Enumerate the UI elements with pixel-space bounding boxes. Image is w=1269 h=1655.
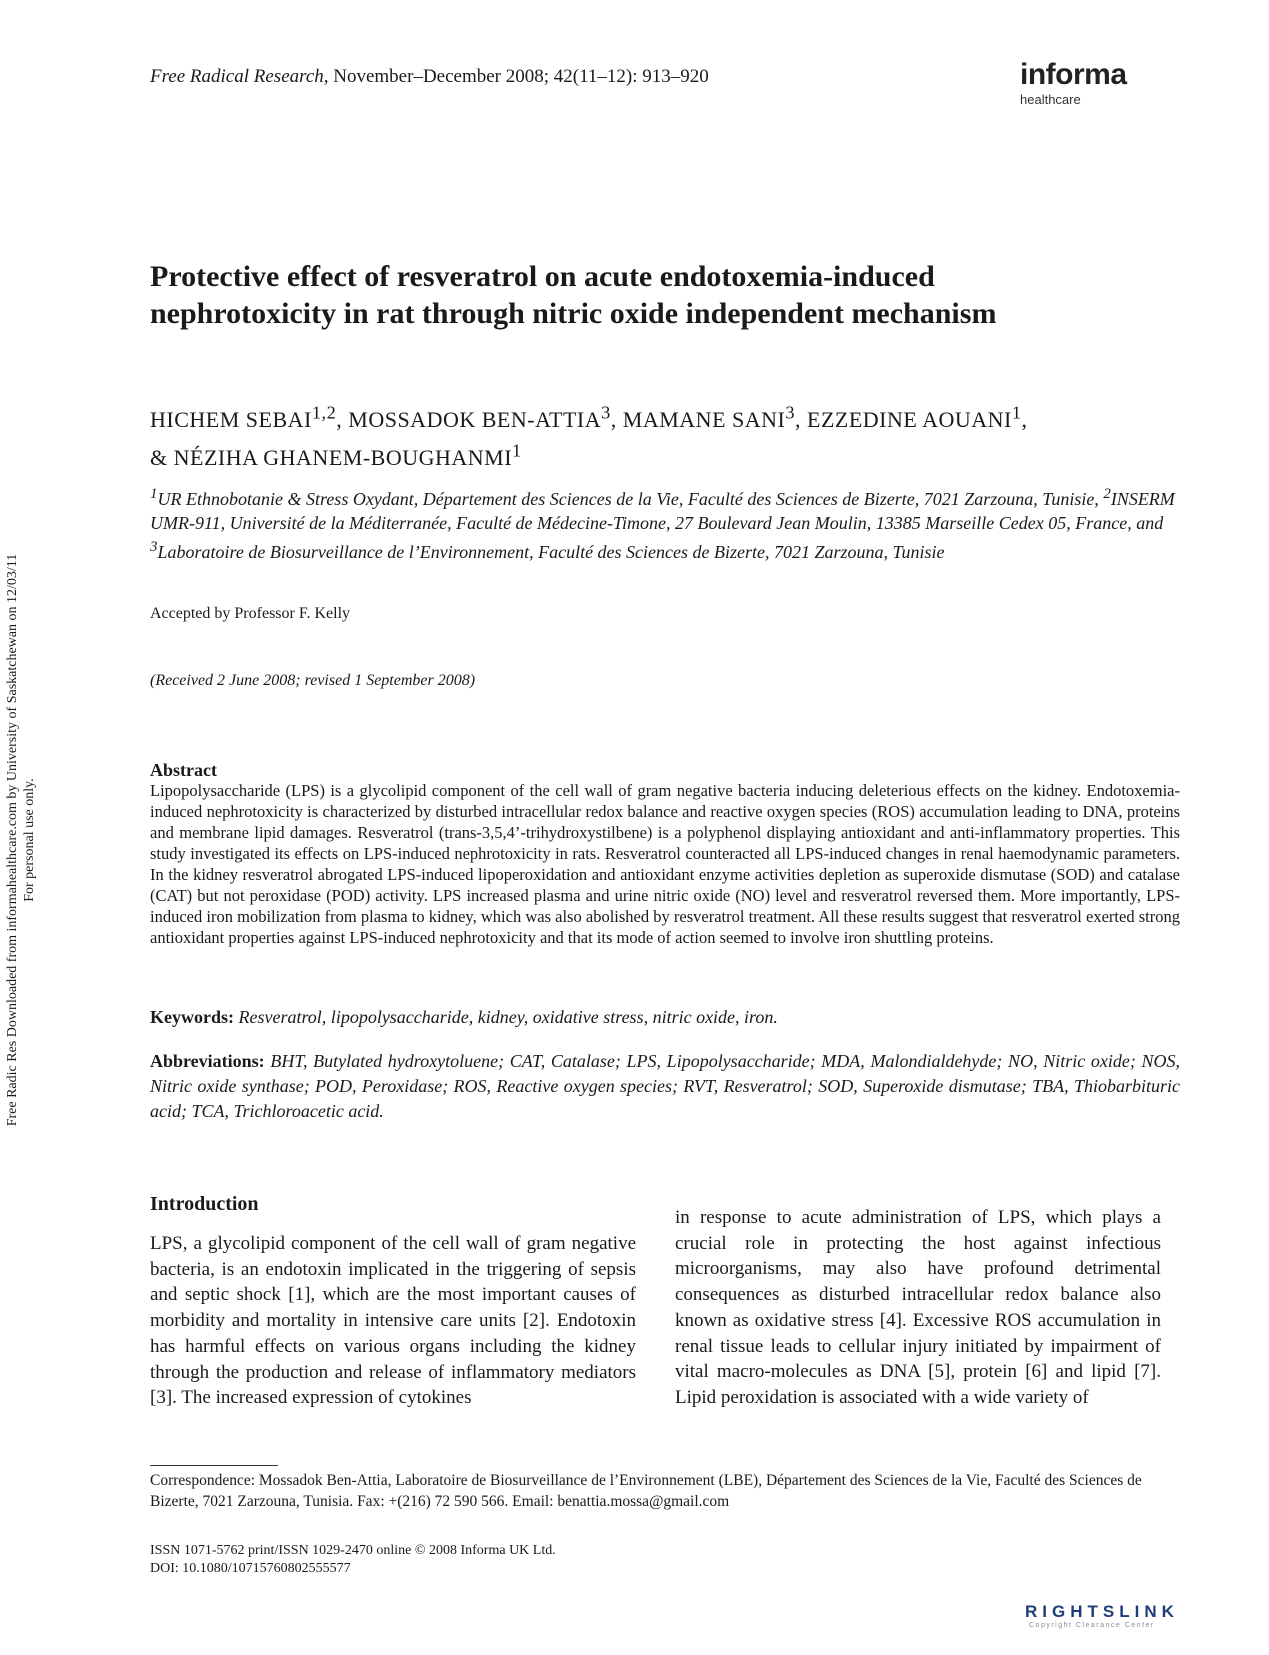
journal-citation — [150, 66, 709, 88]
publisher-logo-sub: healthcare — [1020, 92, 1081, 107]
author: & NÉZIHA GHANEM-BOUGHANMI$^1$ — [150, 440, 522, 470]
abstract-text: Lipopolysaccharide (LPS) is a glycolipid component of the cell wall of gram negative bacteria inducing deleterious effects on the kidney. Endotoxemia-induced nephrotoxicity is characterized by disturbed intracellular redox balance and reactive oxygen species (ROS) accumulation leading to DNA, proteins and membrane lipid damages. Resveratrol (trans-3,5,4’-trihydroxystilbene) is a polyphenol displaying antioxidant and anti-inflammatory properties. This study investigated its effects on LPS-induced nephrotoxicity in rats. Resveratrol counteracted all LPS-induced changes in renal haemodynamic parameters. In the kidney resveratrol abrogated LPS-induced lipoperoxidation and antioxidant enzyme activities depletion as superoxide dismutase (SOD) and catalase (CAT) but not peroxidase (POD) activity. LPS increased plasma and urine nitric oxide (NO) level and resveratrol reversed them. More importantly, LPS-induced iron mobilization from plasma to kidney, which was also abolished by resveratrol treatment. All these results suggest that resveratrol exerted strong antioxidant properties against LPS-induced nephrotoxicity and that its mode of action seemed to involve iron shuttling proteins. — [150, 781, 1180, 947]
rightslink-logo-text: RIGHTSLINK — [1025, 1602, 1179, 1621]
author: MAMANE SANI$^3$, — [622, 403, 808, 433]
journal-details: , November–December 2008; 42(11–12): 913–920 — [323, 66, 709, 87]
download-watermark-line1: Free Radic Res Downloaded from informahealthcare.com by University of Saskatchewan on 12/03/11 — [5, 553, 20, 1127]
abbreviations-label: Abbreviations: — [150, 1051, 265, 1071]
abbreviations — [150, 1049, 1180, 1124]
issn-block — [150, 1542, 556, 1578]
author: HICHEM SEBAI$^{1,2}$, — [150, 403, 349, 433]
author-list — [150, 398, 1180, 473]
author: EZZEDINE AOUANI$^1$, — [807, 403, 1028, 433]
received-dates: (Received 2 June 2008; revised 1 September 2008) — [150, 672, 476, 689]
issn-line: ISSN 1071-5762 print/ISSN 1029-2470 online © 2008 Informa UK Ltd. — [150, 1543, 556, 1558]
download-watermark — [4, 490, 38, 1190]
article-title-line2: nephrotoxicity in rat through nitric oxide independent mechanism — [150, 297, 997, 330]
article-title-line1: Protective effect of resveratrol on acute endotoxemia-induced — [150, 260, 935, 293]
publisher-logo — [1020, 60, 1170, 107]
keywords — [150, 1005, 1180, 1030]
publisher-logo-main: informa — [1020, 58, 1127, 91]
keywords-label: Keywords: — [150, 1007, 234, 1027]
introduction-column-left: LPS, a glycolipid component of the cell wall of gram negative bacteria, is an endotoxin implicated in the triggering of sepsis and septic shock [1], which are the most important causes of morbidity and mortality in intensive care units [2]. Endotoxin has harmful effects on various organs including the kidney through the production and release of inflammatory mediators [3]. The increased expression of cytokines — [150, 1233, 636, 1409]
affiliations: $^1$UR Ethnobotanie & Stress Oxydant, Département des Sciences de la Vie, Faculté des Sciences de Bizerte, 7021 Zarzouna, Tunisie, $^2$INSERM UMR-911, Université de la Méditerranée, Faculté de Médecine-Timone, 27 Boulevard Jean Moulin, 13385 Marseille Cedex 05, France, and $^3$Laboratoire de Biosurveillance de l’Environnement, Faculté des Sciences de Bizerte, 7021 Zarzouna, Tunisie — [150, 486, 1175, 562]
author: MOSSADOK BEN-ATTIA$^3$, — [348, 403, 623, 433]
rightslink-logo — [1025, 1602, 1179, 1629]
abstract-heading: Abstract — [150, 760, 217, 780]
introduction-column-right: in response to acute administration of LPS, which plays a crucial role in protecting the host against infectious microorganisms, may also have profound detrimental consequences as disturbed intracellular redox balance also known as oxidative stress [4]. Excessive ROS accumulation in renal tissue leads to cellular injury initiated by impairment of vital macro-molecules as DNA [5], protein [6] and lipid [7]. Lipid peroxidation is associated with a wide variety of — [675, 1207, 1161, 1408]
doi-line: DOI: 10.1080/10715760802555577 — [150, 1561, 351, 1576]
article-title — [150, 258, 1180, 332]
keywords-text: Resveratrol, lipopolysaccharide, kidney, oxidative stress, nitric oxide, iron. — [234, 1007, 778, 1027]
rightslink-logo-sub: Copyright Clearance Center — [1029, 1622, 1155, 1629]
footnote-divider — [150, 1465, 278, 1466]
introduction-heading: Introduction — [150, 1193, 259, 1215]
journal-name: Free Radical Research — [150, 66, 324, 87]
correspondence-note: Correspondence: Mossadok Ben-Attia, Laboratoire de Biosurveillance de l’Environnement (LBE), Département des Sciences de la Vie, Faculté des Sciences de Bizerte, 7021 Zarzouna, Tunisia. Fax: +(216) 72 590 566. Email: benattia.mossa@gmail.com — [150, 1472, 1142, 1510]
download-watermark-line2: For personal use only. — [22, 778, 37, 902]
accepted-by: Accepted by Professor F. Kelly — [150, 605, 351, 622]
abbreviations-text: BHT, Butylated hydroxytoluene; CAT, Catalase; LPS, Lipopolysaccharide; MDA, Malondialdehyde; NO, Nitric oxide; NOS, Nitric oxide synthase; POD, Peroxidase; ROS, Reactive oxygen species; RVT, Resveratrol; SOD, Superoxide dismutase; TBA, Thiobarbituric acid; TCA, Trichloroacetic acid. — [150, 1051, 1180, 1121]
